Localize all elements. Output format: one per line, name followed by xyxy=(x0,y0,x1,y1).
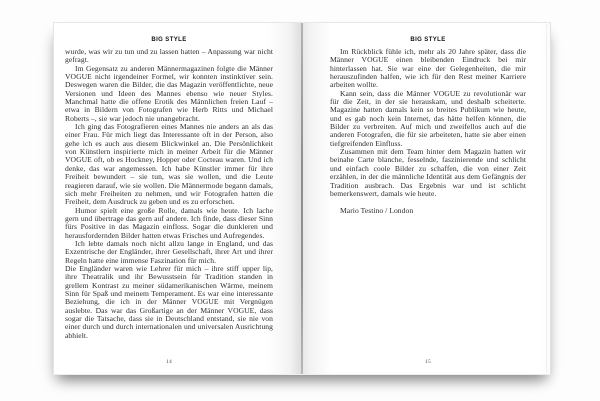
paragraph: Im Rückblick fühle ich, mehr als 20 Jahre später, dass die Männer VOGUE einen bleibenden Eindruck bei mir hinterlassen hat. Sie war eine der Gelegenheiten, die mir herauszufinden halfen, wie ich für den Rest meiner Karriere arbeiten wollte. xyxy=(330,47,526,90)
left-page-number: 14 xyxy=(165,359,173,365)
paragraph: Mario Testino / London xyxy=(340,205,414,215)
paragraph: Ich ging das Fotografieren eines Mannes nie anders an als das einer Frau. Für mich liegt das Interessante oft in der Person, also gehe ich es auch aus diesem Blickwinkel an. Die Persönlichkeit von Künstlern inspirierte mich in meiner Arbeit für die Männer VOGUE oft, ob es Hockney, Hopper oder Cocteau waren. Und ich denke, das war angemessen. Ich habe Künstler immer für ihre Freiheit bewundert – sie tun, was sie wollen, und die Leute reagieren darauf, wie sie wollen. Die Männermode begann damals, sich mehr Freiheiten zu nehmen, und wir Fotografen hatten die Freiheit, dem Ausdruck zu geben und es zu erforschen. xyxy=(65,122,273,207)
left-page xyxy=(53,23,302,374)
paragraph: Zusammen mit dem Team hinter dem Magazin hatten wir beinahe Carte blanche, fesselnde, faszinierende und schlicht und einfach coole Bilder zu schaffen, die von einer Zeit erzählen, in der die männliche Identität aus dem Gefängnis der Tradition ausbrach. Das Ergebnis war und ist schlicht bemerkenswert, damals wie heute. xyxy=(330,147,526,198)
paragraph: Kann sein, dass die Männer VOGUE zu revolutionär war für die Zeit, in der sie herauskam, und deshalb scheiterte. Magazine hatten damals kein so breites Publikum wie heute, und es gab noch kein Internet, das hätte helfen können, die Bilder zu verbreiten. Auf mich und zweifellos auch auf die anderen Fotografen, die für sie arbeiteten, hatte sie aber einen tiefgreifenden Einfluss. xyxy=(330,88,526,148)
book-spread xyxy=(53,22,551,375)
book-gutter xyxy=(301,23,303,374)
running-header-left: BIG STYLE xyxy=(151,37,187,43)
left-page-text xyxy=(65,48,273,340)
right-page-text xyxy=(330,48,526,215)
paragraph: Ich lebte damals noch nicht allzu lange in England, und das Exzentrische der Engländer, ihrer Gesellschaft, ihrer Art und ihrer Regeln hatte eine immense Faszination für mich. xyxy=(65,238,273,265)
paragraph: Im Gegensatz zu anderen Männermagazinen folgte die Männer VOGUE nicht irgendeiner Formel, wir konnten instinktiver sein. Deswegen waren die Bilder, die das Magazin veröffentlichte, neue Versionen und Ideen des Mannes ebenso wie neuer Styles. Manchmal hatte die offene Erotik des Männlichen freien Lauf – etwa in Bildern von Fotografen wie Herb Ritts und Michael Roberts –, sie war jedoch nie unangebracht. xyxy=(65,63,273,123)
paragraph: Die Engländer waren wie Lehrer für mich – ihre stiff upper lip, ihre Theatralik und ihr Bewusstsein für Tradition standen in grellem Kontrast zu meiner südamerikanischen Wärme, meinem Sinn für Spaß und meinem Temperament. Es war eine interessante Beziehung, die ich in der Männer VOGUE mit Vergnügen auslebte. Das war das Großartige an der Männer VOGUE, dass sogar die Tatsache, dass sie in Deutschland entstand, sie nie von einer durch und durch internationalen und universalen Ausrichtung abhielt. xyxy=(65,263,273,340)
running-header-right: BIG STYLE xyxy=(410,37,446,43)
right-page xyxy=(302,23,551,374)
paragraph: Humor spielt eine große Rolle, damals wie heute. Ich lache gern und übertrage das gern auf andere. Ich finde, dass dieser Sinn fürs Positive in das Magazin einfloss. Sogar die dunkleren und herausfordernden Bilder hatten etwas Frisches und Aufregendes. xyxy=(65,205,273,240)
right-page-number: 15 xyxy=(424,359,432,365)
paragraph: wurde, was wir zu tun und zu lassen hatten – Anpassung war nicht gefragt. xyxy=(65,47,273,65)
